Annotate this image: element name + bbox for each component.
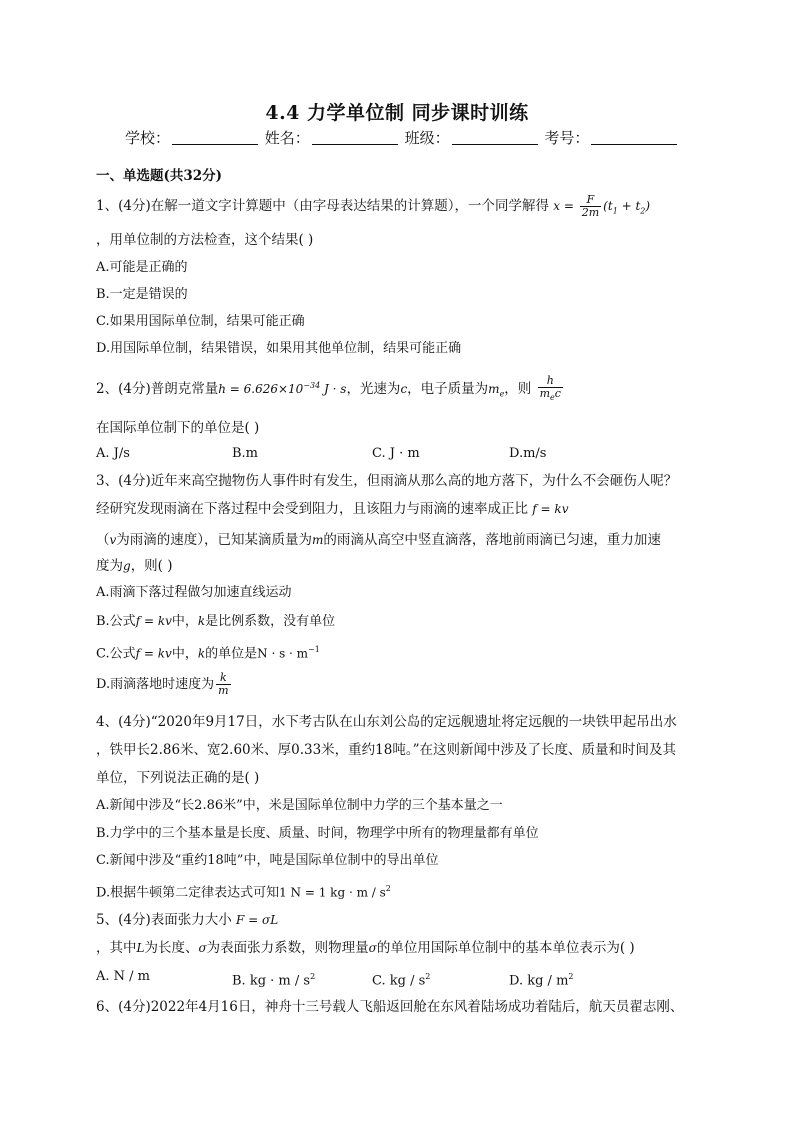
- q3-option-a[interactable]: A.雨滴下落过程做匀加速直线运动: [96, 585, 292, 600]
- q1-stem-line2: ，用单位制的方法检查，这个结果( ): [96, 232, 314, 248]
- q1-option-d[interactable]: D.用国际单位制，结果错误，如果用其他单位制，结果可能正确: [96, 341, 462, 356]
- q4-option-d[interactable]: D.根据牛顿第二定律表达式可知1 N = 1 kg · m / $s^2$: [96, 884, 391, 901]
- q5-option-b[interactable]: B. kg · m / $s^2$: [232, 972, 316, 989]
- q3-line3: （v为雨滴的速度），已知某滴质量为m的雨滴从高空中竖直滴落，落地前雨滴已匀速，重力加速: [96, 532, 661, 548]
- q3-option-d[interactable]: D.雨滴落地时速度为 $\frac{k}{m}$: [96, 671, 229, 697]
- q3-line2: 经研究发现雨滴在下落过程中会受到阻力，且该阻力与雨滴的速率成正比 f = kv: [96, 501, 569, 517]
- q5-option-d[interactable]: D. kg / $m^2$: [509, 972, 574, 989]
- q2-option-c[interactable]: C. J · m: [372, 446, 420, 461]
- q4-option-c[interactable]: C.新闻中涉及“重约18吨”中，吨是国际单位制中的导出单位: [96, 853, 439, 868]
- q4-line1: 4、(4分)“2020年9月17日，水下考古队在山东刘公岛的定远舰遗址将定远舰的一块铁甲起吊出水: [96, 714, 677, 730]
- q3-line1: 3、(4分)近年来高空抛物伤人事件时有发生，但雨滴从那么高的地方落下，为什么不会砸伤人呢？: [96, 473, 678, 489]
- q2-fraction: $\frac{h}{m_ec}$: [539, 374, 561, 403]
- page-title: 4.4 力学单位制 同步课时训练: [265, 102, 529, 124]
- school-label: 学校：: [125, 129, 171, 147]
- q4-option-a[interactable]: A.新闻中涉及“长2.86米”中，米是国际单位制中力学的三个基本量之一: [96, 798, 503, 813]
- section-heading: 一、单选题(共32分): [96, 168, 223, 184]
- q3-line4: 度为g，则( ): [96, 558, 173, 574]
- q2-option-d[interactable]: D.m/s: [509, 446, 547, 461]
- q2-option-b[interactable]: B.m: [232, 446, 259, 461]
- q5-line1: 5、(4分)表面张力大小 F = σL: [96, 912, 279, 928]
- q3-option-c[interactable]: C.公式f = kv中，k的单位是$N \cdot s \cdot m^{-1}$: [96, 645, 320, 662]
- number-label: 考号：: [544, 129, 590, 147]
- class-blank[interactable]: [452, 130, 538, 145]
- q6-line1: 6、(4分)2022年4月16日，神舟十三号载人飞船返回舱在东风着陆场成功着陆后，航天员翟志刚、: [96, 999, 684, 1015]
- school-blank[interactable]: [172, 130, 258, 145]
- student-info-row: [125, 127, 679, 148]
- q1-option-a[interactable]: A.可能是正确的: [96, 260, 188, 275]
- q2-stem-line2: 在国际单位制下的单位是( ): [96, 420, 260, 436]
- name-label: 姓名：: [264, 129, 310, 147]
- q4-option-b[interactable]: B.力学中的三个基本量是长度、质量、时间，物理学中所有的物理量都有单位: [96, 826, 539, 841]
- q1-option-c[interactable]: C.如果用国际单位制，结果可能正确: [96, 314, 305, 329]
- q5-option-c[interactable]: C. kg / $s^2$: [372, 972, 431, 989]
- q3-option-b[interactable]: B.公式f = kv中，k是比例系数，没有单位: [96, 614, 336, 629]
- q1-option-b[interactable]: B.一定是错误的: [96, 287, 188, 302]
- name-blank[interactable]: [312, 130, 398, 145]
- q4-line3: 单位，下列说法正确的是( ): [96, 770, 260, 786]
- q1-stem-text: 1、(4分)在解一道文字计算题中（由字母表达结果的计算题），一个同学解得: [96, 198, 549, 214]
- q5-option-a[interactable]: A. N / m: [96, 969, 150, 984]
- class-label: 班级：: [404, 129, 450, 147]
- q1-formula: x = $\frac{F}{2m}$ $(t_1 + t_2)$: [553, 193, 651, 219]
- q5-line2: ，其中L为长度、σ为表面张力系数，则物理量σ的单位用国际单位制中的基本单位表示为( ): [96, 940, 635, 956]
- q2-stem-line1: 2、(4分)普朗克常量$h = 6.626\times 10^{-34}$ J · s，光速为c，电子质量为$m_e$，则 $\frac{h}{m_ec}$: [96, 374, 561, 403]
- q2-option-a[interactable]: A. J/s: [96, 446, 130, 461]
- q4-line2: ，铁甲长2.86米、宽2.60米、厚0.33米，重约18吨。”在这则新闻中涉及了长度、质量和时间及其: [96, 742, 677, 758]
- number-blank[interactable]: [591, 130, 677, 145]
- q1-stem-line1: [96, 194, 650, 220]
